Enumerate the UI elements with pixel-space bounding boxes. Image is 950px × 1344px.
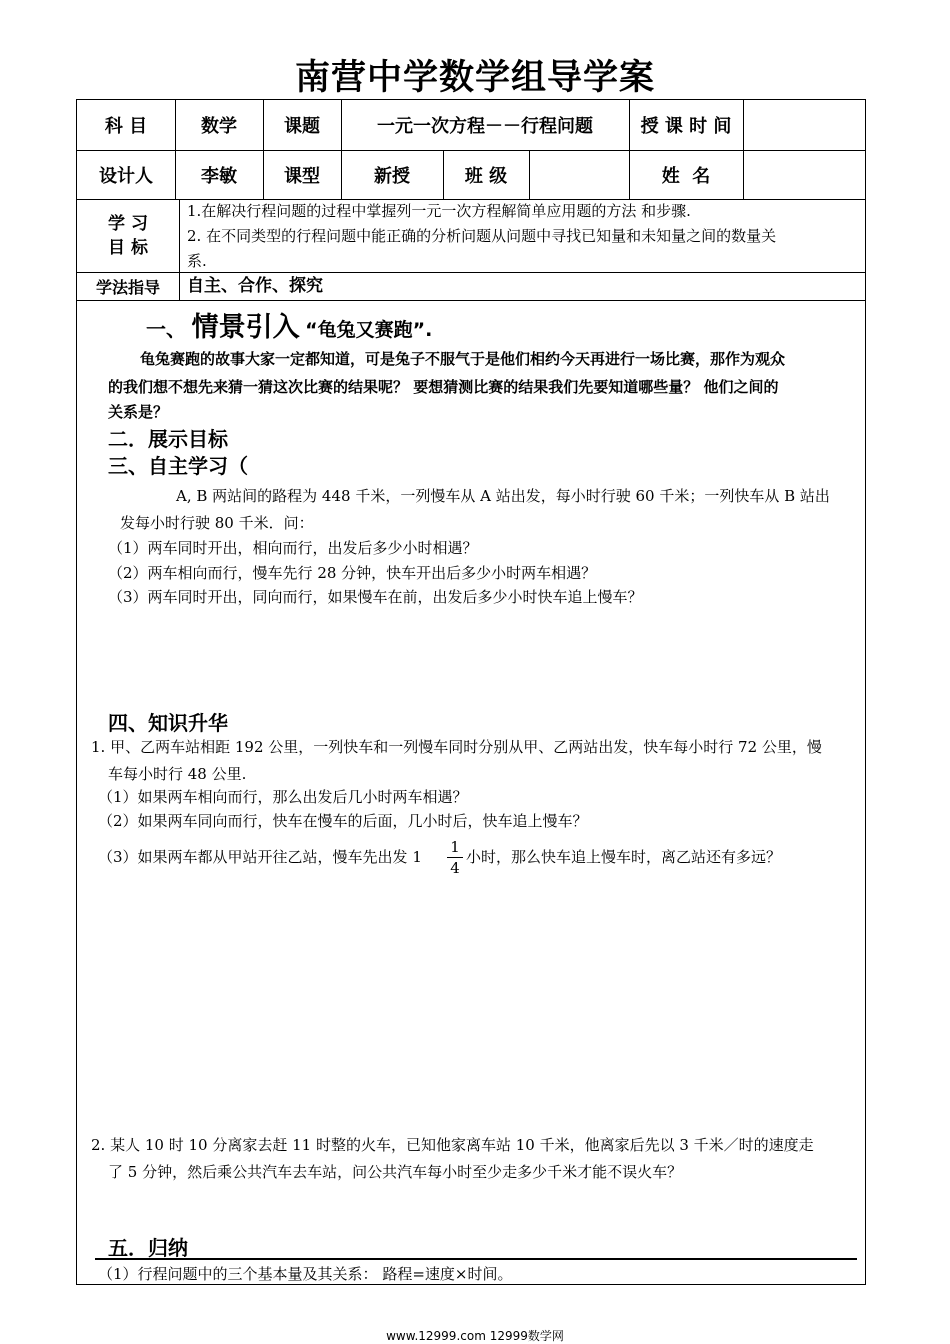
section-subtitle: “龟兔又赛跑”.	[305, 319, 433, 341]
goal-line-3: 系.	[187, 252, 207, 270]
self-study-question-3: （3）两车同时开出，同向而行，如果慢车在前，出发后多少小时快车追上慢车？	[108, 588, 643, 606]
goal-line-2: 2. 在不同类型的行程问题中能正确的分析问题从问题中寻找已知量和未知量之间的数量关	[187, 227, 777, 245]
method-label: 学法指导	[95, 277, 160, 297]
designer-value: 李敏	[201, 165, 237, 187]
class-label: 班 级	[464, 165, 508, 187]
topic-label: 课题	[284, 116, 320, 137]
mixed-fraction	[447, 838, 463, 877]
subject-value: 数学	[201, 116, 237, 137]
fraction-numerator: 1	[450, 838, 460, 856]
problem-1-number: 1	[91, 738, 101, 756]
goals-label	[77, 199, 179, 272]
section-title: 情景引入	[191, 312, 300, 343]
problem-1-line-1	[91, 735, 822, 759]
worksheet-table	[76, 99, 866, 1285]
class-time-label: 授 课 时 间	[640, 116, 732, 137]
fraction-denominator: 4	[450, 859, 460, 877]
lesson-type-value: 新授	[374, 165, 410, 187]
column-divider	[179, 199, 180, 300]
name-value[interactable]	[743, 150, 865, 199]
class-value[interactable]	[529, 150, 629, 199]
section-extension-heading: 四、知识升华	[108, 711, 228, 735]
name-label: 姓 名	[661, 165, 711, 187]
subject-label: 科 目	[104, 116, 148, 137]
self-study-problem-line-1: A, B 两站间的路程为 448 千米，一列慢车从 A 站出发，每小时行驶 60 千米；一列快车从 B 站出	[176, 487, 830, 505]
intro-paragraph-line-3: 关系是？	[108, 403, 169, 421]
problem-1-question-2: （2）如果两车同向而行，快车在慢车的后面，几小时后，快车追上慢车？	[98, 812, 588, 830]
problem-2-text: . 某人 10 时 10 分离家去赶 11 时整的火车，已知他家离车站 10 千米，他离家后先以 3 千米／时的速度走	[100, 1136, 814, 1154]
footer-site: www.12999.com 12999数学网	[386, 1329, 564, 1343]
problem-1-question-1: （1）如果两车相向而行，那么出发后几小时两车相遇？	[98, 788, 468, 806]
intro-paragraph-line-2: 的我们想不想先来猜一猜这次比赛的结果呢？ 要想猜测比赛的结果我们先要知道哪些量？ 他们之间的	[108, 378, 779, 396]
lesson-type-label: 课型	[284, 165, 320, 187]
class-time-value[interactable]	[743, 100, 865, 150]
section-self-study-heading: 三、自主学习（	[108, 454, 248, 478]
problem-2-line-1	[91, 1133, 814, 1157]
summary-rule	[95, 1258, 857, 1260]
problem-1-text: . 甲、乙两车站相距 192 公里，一列快车和一列慢车同时分别从甲、乙两站出发，快车每小时行 72 公里，慢	[100, 738, 822, 756]
problem-1-question-3-after: 小时，那么快车追上慢车时，离乙站还有多远？	[466, 848, 782, 866]
method-value: 自主、合作、探究	[187, 276, 323, 296]
goals-label-line1: 学 习	[108, 213, 148, 234]
row-divider	[77, 300, 865, 301]
goals-label-line2: 目 标	[108, 237, 148, 258]
problem-2-line-2: 了 5 分钟，然后乘公共汽车去车站，问公共汽车每小时至少走多少千米才能不误火车？	[108, 1163, 683, 1181]
intro-paragraph-line-1: 龟兔赛跑的故事大家一定都知道，可是兔子不服气于是他们相约今天再进行一场比赛，那作为观众	[140, 350, 786, 368]
fraction-bar	[447, 857, 463, 858]
problem-2-number: 2	[91, 1136, 101, 1154]
self-study-problem-line-2: 发每小时行驶 80 千米．问：	[120, 514, 314, 532]
summary-line-1: （1）行程问题中的三个基本量及其关系： 路程=速度×时间。	[98, 1265, 513, 1283]
self-study-question-1: （1）两车同时开出，相向而行，出发后多少小时相遇？	[108, 539, 478, 557]
section-summary-heading: 五．归纳	[108, 1236, 188, 1260]
problem-1-question-3-before: （3）如果两车都从甲站开往乙站，慢车先出发 1	[98, 848, 422, 866]
section-number: 一、	[146, 317, 186, 341]
self-study-question-2: （2）两车相向而行，慢车先行 28 分钟，快车开出后多少小时两车相遇？	[108, 564, 597, 582]
page-title: 南营中学数学组导学案	[294, 58, 655, 98]
goal-line-1: 1.在解决行程问题的过程中掌握列一元一次方程解简单应用题的方法 和步骤.	[187, 202, 691, 220]
section-goals-heading: 二．展示目标	[108, 427, 228, 451]
designer-label: 设计人	[99, 165, 153, 187]
problem-1-line-2: 车每小时行 48 公里.	[108, 765, 247, 783]
topic-value: 一元一次方程－－行程问题	[377, 116, 593, 137]
section-intro-heading	[146, 305, 432, 344]
